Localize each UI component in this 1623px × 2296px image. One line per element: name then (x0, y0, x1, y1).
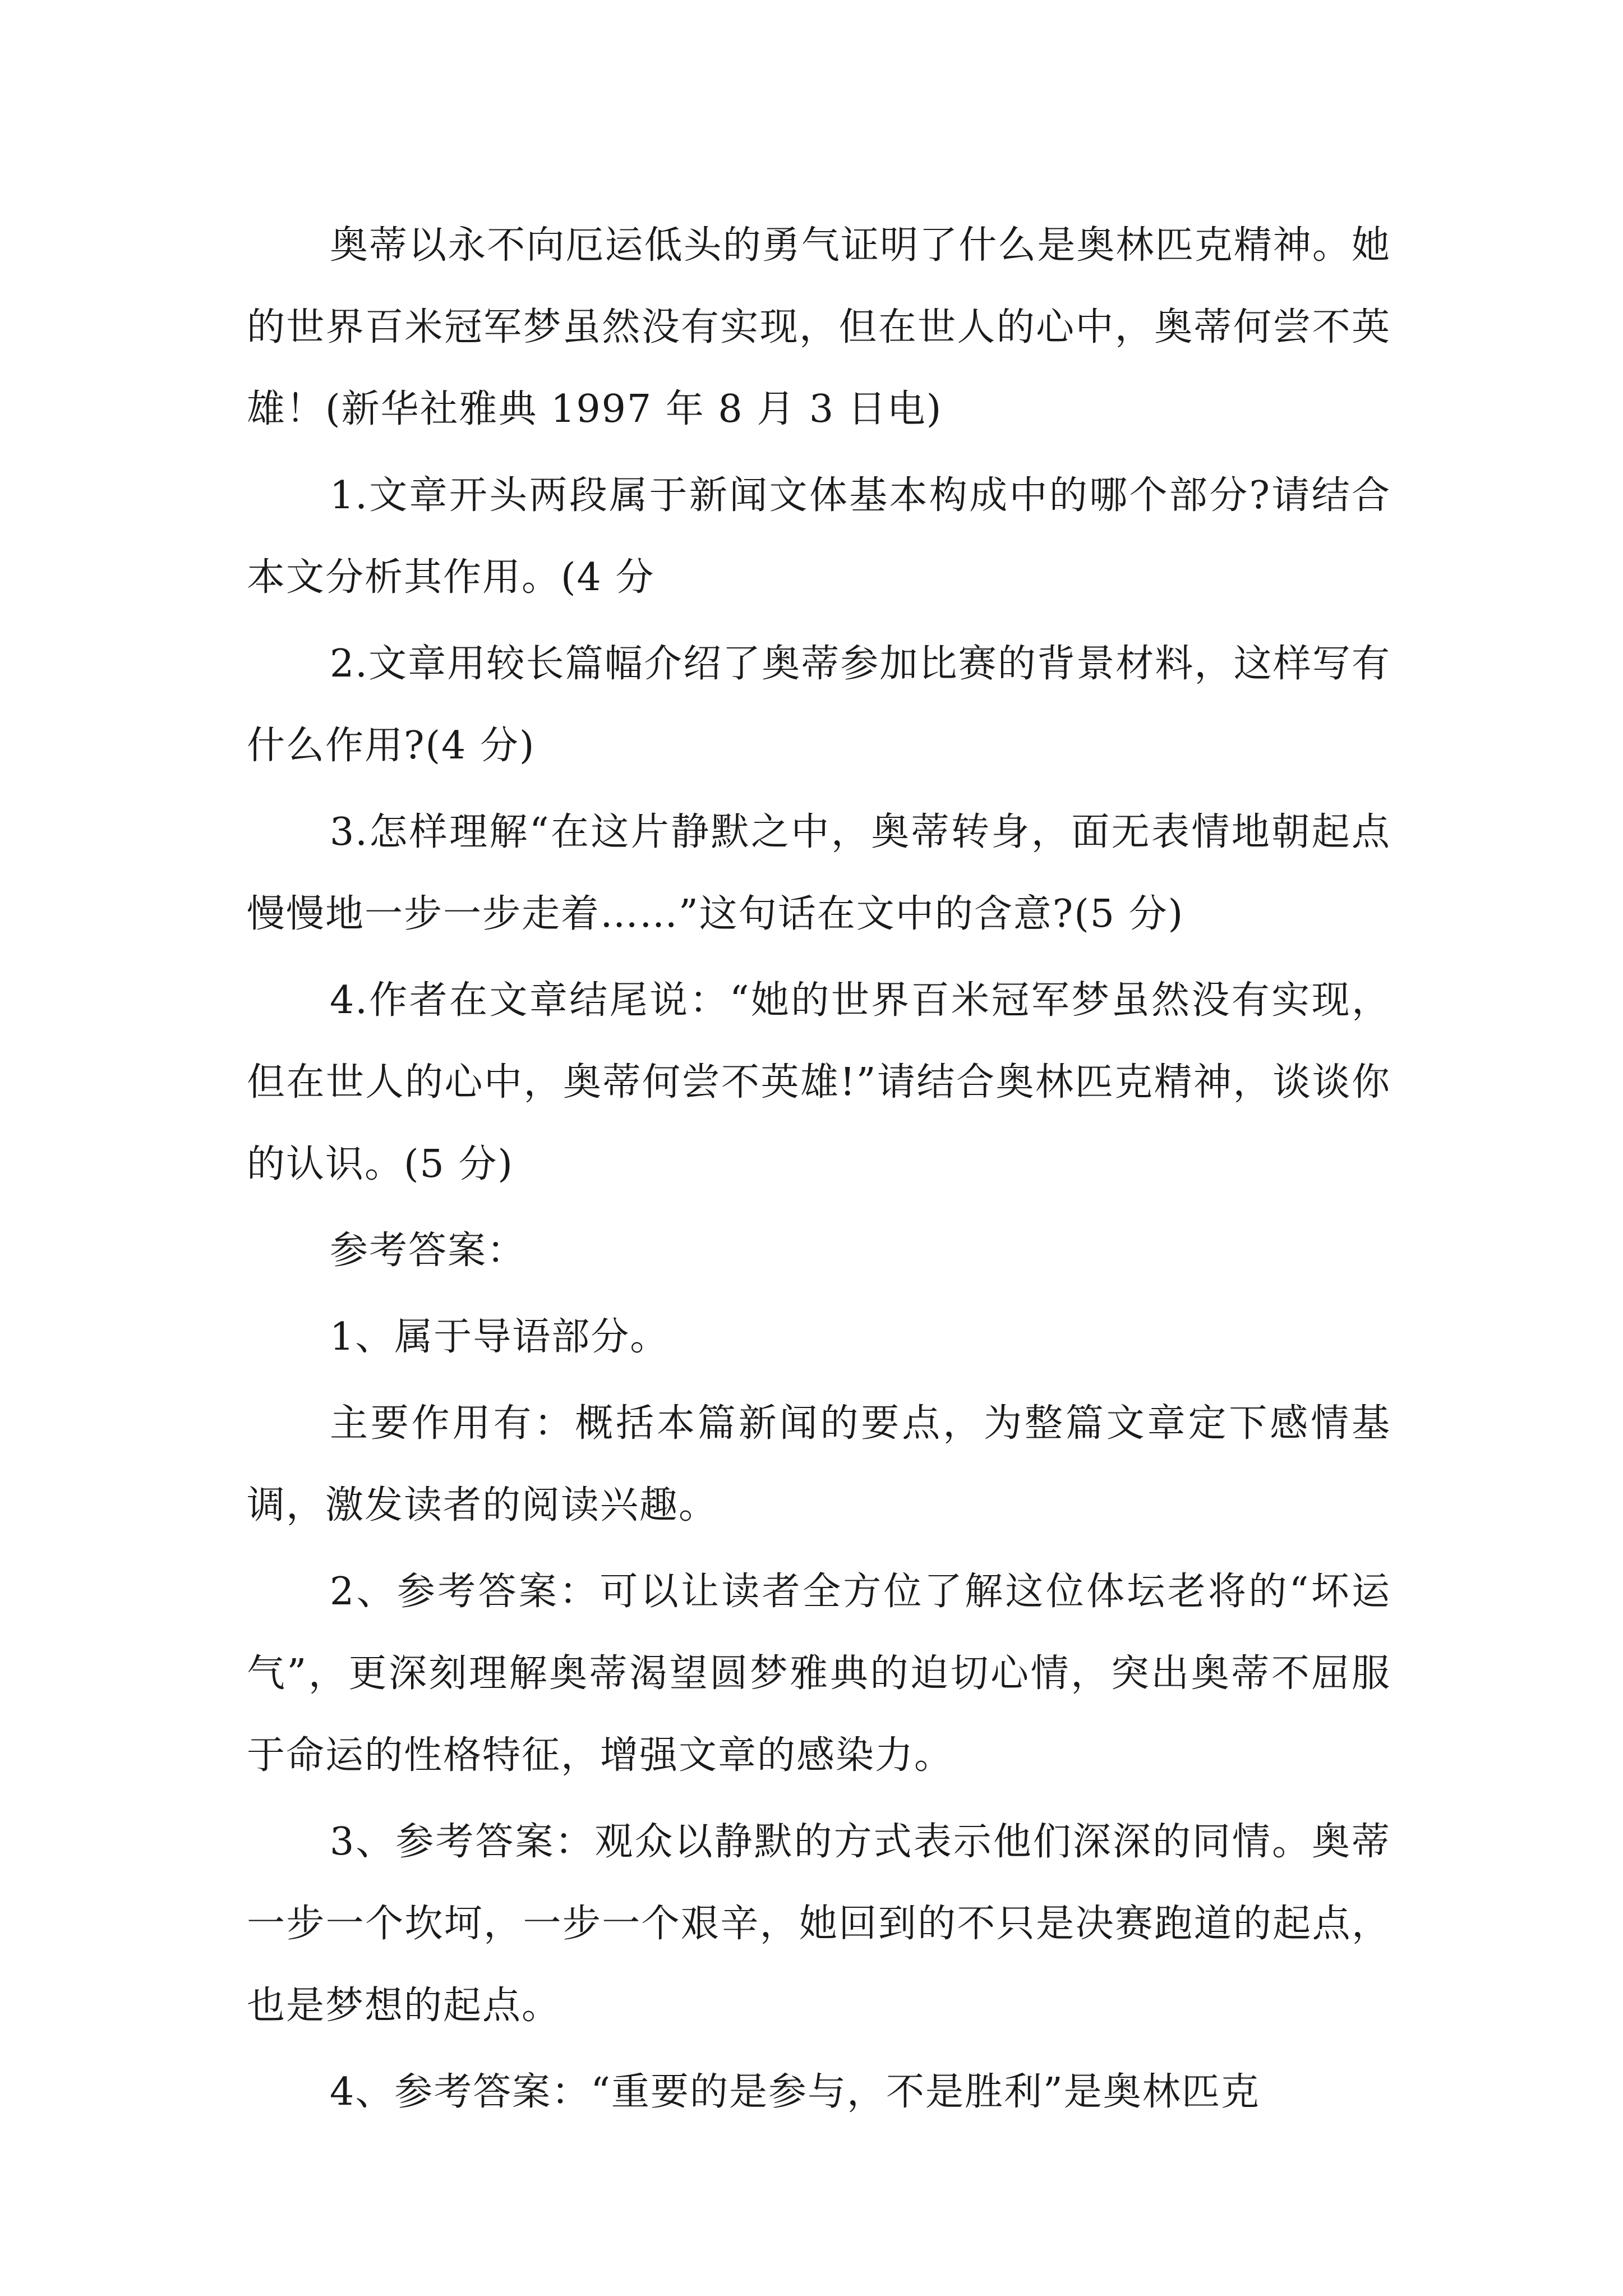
paragraph-intro-conclusion: 奥蒂以永不向厄运低头的勇气证明了什么是奥林匹克精神。她的世界百米冠军梦虽然没有实现，但在世人的心中，奥蒂何尝不英雄！(新华社雅典 1997 年 8 月 3 日电) (247, 223, 1391, 431)
question-2: 2.文章用较长篇幅介绍了奥蒂参加比赛的背景材料，这样写有什么作用?(4 分) (247, 642, 1391, 768)
question-1: 1.文章开头两段属于新闻文体基本构成中的哪个部分?请结合本文分析其作用。(4 分 (247, 473, 1391, 600)
answer-4: 4、参考答案：“重要的是参与，不是胜利”是奥林匹克 (330, 2070, 1260, 2114)
answers-heading: 参考答案： (330, 1228, 527, 1273)
document-body (247, 205, 1391, 2138)
answer-3: 3、参考答案：观众以静默的方式表示他们深深的同情。奥蒂一步一个坎坷，一步一个艰辛，她回到的不只是决赛跑道的起点，也是梦想的起点。 (247, 1820, 1391, 2028)
question-4: 4.作者在文章结尾说：“她的世界百米冠军梦虽然没有实现，但在世人的心中，奥蒂何尝不英雄!”请结合奥林匹克精神，谈谈你的认识。(5 分) (247, 978, 1391, 1186)
question-3: 3.怎样理解“在这片静默之中，奥蒂转身，面无表情地朝起点慢慢地一步一步走着……”这句话在文中的含意?(5 分) (247, 810, 1391, 936)
answer-1-detail: 主要作用有：概括本篇新闻的要点，为整篇文章定下感情基调，激发读者的阅读兴趣。 (247, 1401, 1391, 1527)
answer-1: 1、属于导语部分。 (330, 1315, 670, 1359)
answer-2: 2、参考答案：可以让读者全方位了解这位体坛老将的“坏运气”，更深刻理解奥蒂渴望圆梦雅典的迫切心情，突出奥蒂不屈服于命运的性格特征，增强文章的感染力。 (247, 1570, 1391, 1778)
